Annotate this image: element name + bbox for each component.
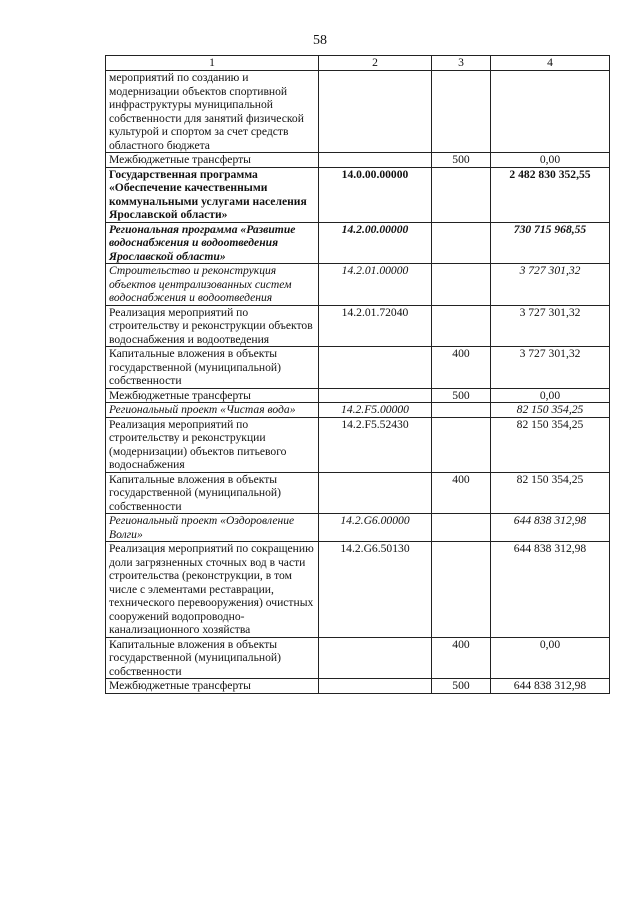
table-row (106, 514, 610, 542)
row-code-cell (319, 388, 432, 403)
row-amount-cell: 3 727 301,32 (491, 305, 610, 347)
row-amount-cell: 730 715 968,55 (491, 222, 610, 264)
table-row (106, 222, 610, 264)
table-row (106, 71, 610, 153)
row-name-cell: Межбюджетные трансферты (106, 388, 319, 403)
table-row (106, 388, 610, 403)
row-type-cell (432, 222, 491, 264)
row-code-cell (319, 71, 432, 153)
row-amount-cell: 644 838 312,98 (491, 542, 610, 638)
row-amount-cell: 82 150 354,25 (491, 403, 610, 418)
row-name-cell: Строительство и реконструкция объектов централизованных систем водоснабжения и водоотведения (106, 264, 319, 306)
row-code-cell: 14.2.F5.00000 (319, 403, 432, 418)
table-row (106, 472, 610, 514)
row-type-cell: 400 (432, 637, 491, 679)
header-col-3: 3 (432, 56, 491, 71)
row-type-cell: 400 (432, 472, 491, 514)
budget-table (105, 55, 610, 694)
row-type-cell: 500 (432, 679, 491, 694)
table-row (106, 403, 610, 418)
row-amount-cell: 644 838 312,98 (491, 679, 610, 694)
row-type-cell (432, 403, 491, 418)
row-type-cell (432, 71, 491, 153)
row-code-cell: 14.2.F5.52430 (319, 417, 432, 472)
table-row (106, 542, 610, 638)
row-name-cell: Региональная программа «Развитие водоснабжения и водоотведения Ярославской области» (106, 222, 319, 264)
row-code-cell (319, 347, 432, 389)
table-row (106, 637, 610, 679)
row-code-cell: 14.2.01.00000 (319, 264, 432, 306)
row-amount-cell: 3 727 301,32 (491, 347, 610, 389)
row-name-cell: Реализация мероприятий по строительству и реконструкции (модернизации) объектов питьевого водоснабжения (106, 417, 319, 472)
row-code-cell: 14.2.G6.00000 (319, 514, 432, 542)
row-type-cell (432, 167, 491, 222)
row-name-cell: Реализация мероприятий по строительству и реконструкции объектов водоснабжения и водоотведения (106, 305, 319, 347)
header-row (106, 56, 610, 71)
row-type-cell (432, 514, 491, 542)
row-type-cell (432, 417, 491, 472)
row-type-cell (432, 305, 491, 347)
table-body (106, 71, 610, 694)
row-type-cell (432, 264, 491, 306)
table-row (106, 305, 610, 347)
row-amount-cell: 0,00 (491, 388, 610, 403)
row-type-cell: 500 (432, 153, 491, 168)
header-col-1: 1 (106, 56, 319, 71)
row-amount-cell: 0,00 (491, 153, 610, 168)
row-code-cell (319, 637, 432, 679)
row-amount-cell: 82 150 354,25 (491, 417, 610, 472)
header-col-4: 4 (491, 56, 610, 71)
row-code-cell: 14.0.00.00000 (319, 167, 432, 222)
row-name-cell: Межбюджетные трансферты (106, 153, 319, 168)
row-amount-cell (491, 71, 610, 153)
row-name-cell: Капитальные вложения в объекты государственной (муниципальной) собственности (106, 472, 319, 514)
table-row (106, 679, 610, 694)
row-amount-cell: 82 150 354,25 (491, 472, 610, 514)
table-row (106, 167, 610, 222)
page-number: 58 (313, 33, 327, 48)
table-row (106, 417, 610, 472)
row-code-cell: 14.2.01.72040 (319, 305, 432, 347)
row-type-cell: 400 (432, 347, 491, 389)
row-code-cell: 14.2.00.00000 (319, 222, 432, 264)
row-name-cell: Региональный проект «Чистая вода» (106, 403, 319, 418)
row-name-cell: мероприятий по созданию и модернизации объектов спортивной инфраструктуры муниципальной собственности для занятий физической культурой и спортом за счет средств областного бюджета (106, 71, 319, 153)
row-code-cell (319, 472, 432, 514)
header-col-2: 2 (319, 56, 432, 71)
row-type-cell (432, 542, 491, 638)
row-name-cell: Региональный проект «Оздоровление Волги» (106, 514, 319, 542)
row-name-cell: Капитальные вложения в объекты государственной (муниципальной) собственности (106, 637, 319, 679)
row-amount-cell: 0,00 (491, 637, 610, 679)
row-name-cell: Межбюджетные трансферты (106, 679, 319, 694)
row-code-cell (319, 679, 432, 694)
row-name-cell: Реализация мероприятий по сокращению доли загрязненных сточных вод в части строительства (реконструкции, в том числе с элементами реставрации, технического перевооружения) очистных сооружений водопроводно-канализационного хозяйства (106, 542, 319, 638)
row-name-cell: Капитальные вложения в объекты государственной (муниципальной) собственности (106, 347, 319, 389)
row-code-cell: 14.2.G6.50130 (319, 542, 432, 638)
row-amount-cell: 644 838 312,98 (491, 514, 610, 542)
row-code-cell (319, 153, 432, 168)
row-type-cell: 500 (432, 388, 491, 403)
row-amount-cell: 2 482 830 352,55 (491, 167, 610, 222)
row-name-cell: Государственная программа «Обеспечение качественными коммунальными услугами населения Ярославской области» (106, 167, 319, 222)
row-amount-cell: 3 727 301,32 (491, 264, 610, 306)
table-row (106, 347, 610, 389)
table-row (106, 264, 610, 306)
table-row (106, 153, 610, 168)
